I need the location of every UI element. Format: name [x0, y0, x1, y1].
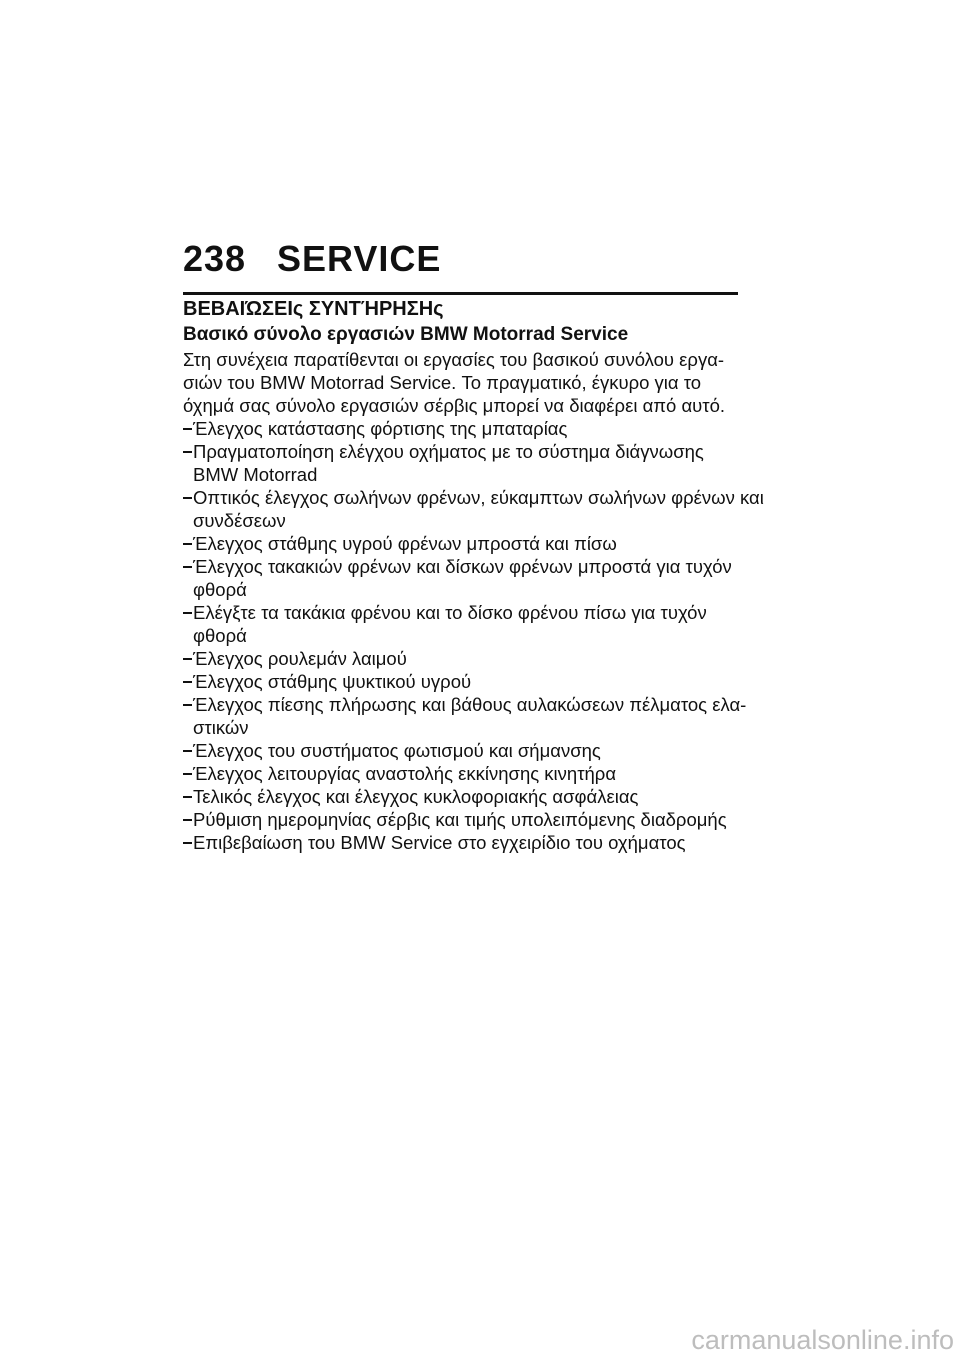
intro-paragraph	[183, 348, 743, 417]
checklist-item	[183, 808, 743, 831]
checklist-item-text: Πραγματοποίηση ελέγχου οχήματος με το σύστημα διάγνωσης	[193, 441, 704, 462]
intro-line: Στη συνέχεια παρατίθενται οι εργασίες του βασικού συνόλου εργα-	[183, 349, 725, 370]
checklist-item	[183, 762, 743, 785]
checklist-item	[183, 532, 743, 555]
page-header	[183, 238, 441, 280]
checklist-item	[183, 555, 743, 601]
checklist-item	[183, 417, 743, 440]
checklist-item-text: BMW Motorrad	[193, 464, 318, 485]
checklist-item-text: Ρύθμιση ημερομηνίας σέρβις και τιμής υπολειπόμενης διαδρομής	[193, 809, 727, 830]
main-content	[183, 323, 764, 854]
checklist-item-text: Έλεγχος στάθμης ψυκτικού υγρού	[193, 671, 472, 692]
chapter-title: SERVICE	[277, 238, 442, 279]
header-divider	[183, 292, 738, 295]
checklist-item-text: φθορά	[193, 579, 247, 600]
checklist-item-text: Έλεγχος πίεσης πλήρωσης και βάθους αυλακώσεων πέλματος ελα-	[193, 694, 747, 715]
subheading: Βασικό σύνολο εργασιών BMW Motorrad Service	[183, 324, 629, 345]
checklist-item-text: φθορά	[193, 625, 247, 646]
checklist-item	[183, 785, 743, 808]
checklist-item-text: Τελικός έλεγχος και έλεγχος κυκλοφοριακής ασφάλειας	[193, 786, 639, 807]
checklist-item-text: Έλεγχος τακακιών φρένων και δίσκων φρένων μπροστά για τυχόν	[193, 556, 732, 577]
checklist-item	[183, 739, 743, 762]
checklist-item	[183, 440, 743, 486]
checklist-item	[183, 486, 764, 532]
service-checklist	[183, 417, 764, 854]
intro-line: σιών του BMW Motorrad Service. Το πραγματικό, έγκυρο για το	[183, 372, 702, 393]
checklist-item-text: Έλεγχος λειτουργίας αναστολής εκκίνησης κινητήρα	[193, 763, 617, 784]
page-number: 238	[183, 238, 247, 279]
checklist-item-text: Έλεγχος του συστήματος φωτισμού και σήμανσης	[193, 740, 601, 761]
watermark: carmanualsonline.info	[691, 1325, 954, 1355]
checklist-item-text: συνδέσεων	[193, 510, 286, 531]
checklist-item	[183, 670, 743, 693]
checklist-item-text: Έλεγχος ρουλεμάν λαιμού	[193, 648, 407, 669]
checklist-item-text: στικών	[193, 717, 249, 738]
section-title: ΒΕΒΑΙΏΣΕΙς ΣΥΝΤΉΡΗΣΗς	[183, 298, 444, 320]
checklist-item	[183, 831, 743, 854]
checklist-item-text: Έλεγχος στάθμης υγρού φρένων μπροστά και πίσω	[193, 533, 617, 554]
checklist-item-text: Ελέγξτε τα τακάκια φρένου και το δίσκο φρένου πίσω για τυχόν	[193, 602, 707, 623]
checklist-item	[183, 693, 747, 739]
intro-line: όχημά σας σύνολο εργασιών σέρβις μπορεί να διαφέρει από αυτό.	[183, 395, 726, 416]
checklist-item	[183, 601, 743, 647]
checklist-item-text: Οπτικός έλεγχος σωλήνων φρένων, εύκαμπτων σωλήνων φρένων και	[193, 487, 764, 508]
checklist-item-text: Επιβεβαίωση του BMW Service στο εγχειρίδιο του οχήματος	[193, 832, 686, 853]
checklist-item-text: Έλεγχος κατάστασης φόρτισης της μπαταρίας	[193, 418, 568, 439]
checklist-item	[183, 647, 743, 670]
